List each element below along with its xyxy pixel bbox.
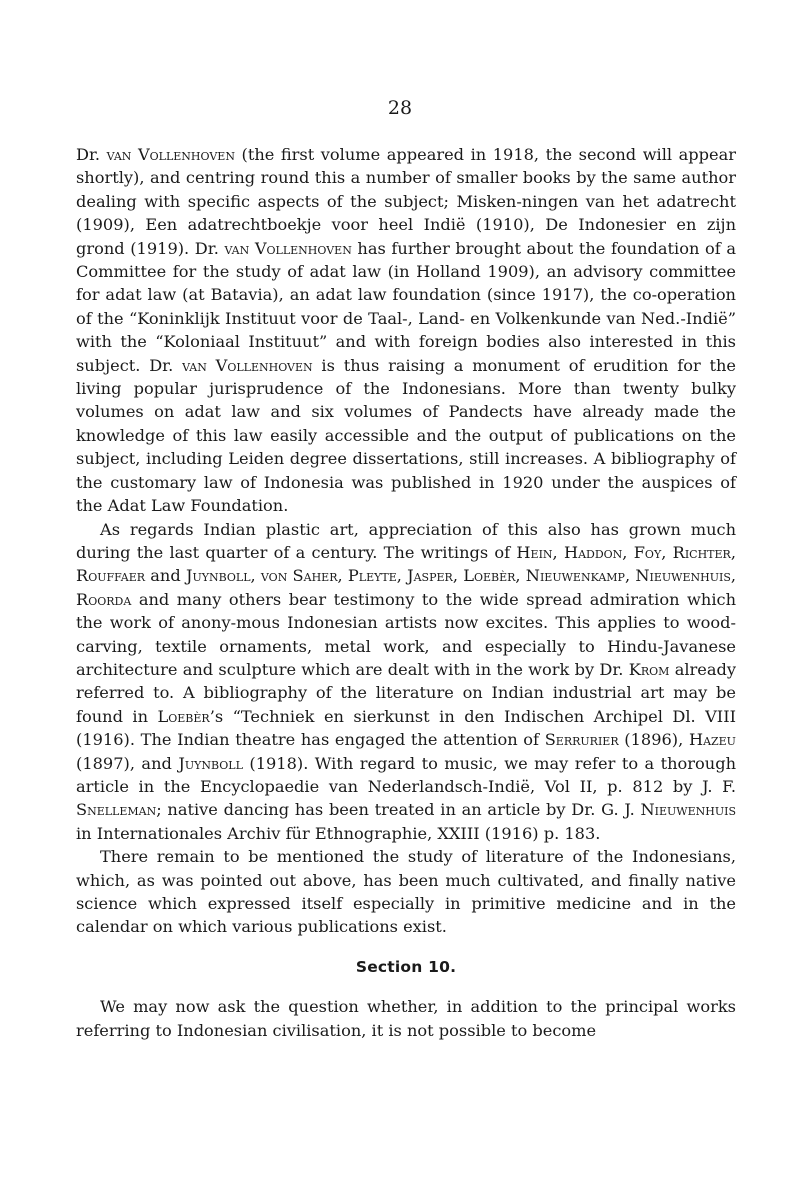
author-name: Jasper <box>407 566 453 586</box>
author-name: Foy <box>633 542 662 562</box>
author-name: von Saher <box>260 566 338 586</box>
author-name: Nieuwenhuis <box>640 800 736 820</box>
author-name: Loebèr <box>463 566 516 586</box>
author-name: Roorda <box>76 589 132 609</box>
paragraph-plastic-art: As regards Indian plastic art, appreciation of this also has grown much during the last quarter of a century. The writings of Hein, Haddon, Foy, Richter, Rouffaer and Juynboll, von Saher, Pleyte, Jasper, Loebèr, Nieuwenkamp, Nieuwenhuis, Roorda and many others bear testimony to the wide spread admiration which the work of anony-mous Indonesian artists now excites. This applies to wood-carving, textile ornaments, metal work, and especially to Hindu-Javanese architecture and sculpture which are dealt with in the work by Dr. Krom already referred to. A bibliography of the literature on Indian industrial art may be found in Loebèr’s “Techniek en sierkunst in den Indischen Archipel Dl. VIII (1916). The Indian theatre has engaged the attention of Serrurier (1896), Hazeu (1897), and Juynboll (1918). With regard to music, we may refer to a thorough article in the Encyclopaedie van Nederlandsch-Indië, Vol II, p. 812 by J. F. Snelleman; native dancing has been treated in an article by Dr. G. J. Nieuwenhuis in Internationales Archiv für Ethnographie, XXIII (1916) p. 183. <box>76 519 737 843</box>
author-name: Haddon <box>563 542 623 562</box>
author-name: Hazeu <box>688 730 736 750</box>
author-name: Krom <box>628 659 670 679</box>
author-name: van Vollenhoven <box>106 145 235 164</box>
paragraph-section-10: We may now ask the question whether, in addition to the principal works referring to Indonesian civilisation, it is not possible to become <box>76 997 736 1040</box>
author-name: Snelleman <box>76 800 157 820</box>
author-name: Serrurier <box>544 730 619 750</box>
author-name: Rouffaer <box>76 566 146 586</box>
author-name: van Vollenhoven <box>224 238 352 258</box>
author-name: Hein <box>516 542 553 562</box>
body-text <box>76 143 736 1042</box>
author-name: Nieuwenhuis <box>635 566 731 586</box>
author-name: Juynboll <box>178 753 243 773</box>
paragraph-literature: There remain to be mentioned the study of literature of the Indonesians, which, as was pointed out above, has been much cultivated, and finally native science which expressed itself especially in primitive medicine and in the calendar on which various publications exist. <box>76 847 736 937</box>
page-number: 28 <box>387 97 413 119</box>
section-heading: Section 10. <box>355 957 457 976</box>
author-name: Pleyte <box>347 566 397 586</box>
paragraph-adat-law: Dr. van Vollenhoven (the first volume appeared in 1918, the second will appear shortly), and centring round this a number of smaller books by the same author dealing with specific aspects of the subject; Misken-ningen van het adatrecht (1909), Een adatrechtboekje voor heel Indië (1910), De Indonesier en zijn grond (1919). Dr. van Vollenhoven has further brought about the foundation of a Committee for the study of adat law (in Holland 1909), an advisory committee for adat law (at Batavia), an adat law foundation (since 1917), the co-operation of the “Koninklijk Instituut voor de Taal-, Land- en Volkenkunde van Ned.-Indië” with the “Koloniaal Instituut” and with foreign bodies also interested in this subject. Dr. van Vollenhoven is thus raising a monument of erudition for the living popular jurisprudence of the Indonesians. More than twenty bulky volumes on adat law and six volumes of Pandects have already made the knowledge of this law easily accessible and the output of publications on the subject, including Leiden degree dissertations, still increases. A bibliography of the customary law of Indonesia was published in 1920 under the auspices of the Adat Law Foundation. <box>76 145 737 516</box>
author-name: Juynboll <box>185 566 251 586</box>
author-name: Richter <box>672 542 731 562</box>
author-name: Nieuwenkamp <box>525 566 625 586</box>
author-name: Loebèr <box>157 706 210 726</box>
author-name: van Vollenhoven <box>182 355 313 375</box>
